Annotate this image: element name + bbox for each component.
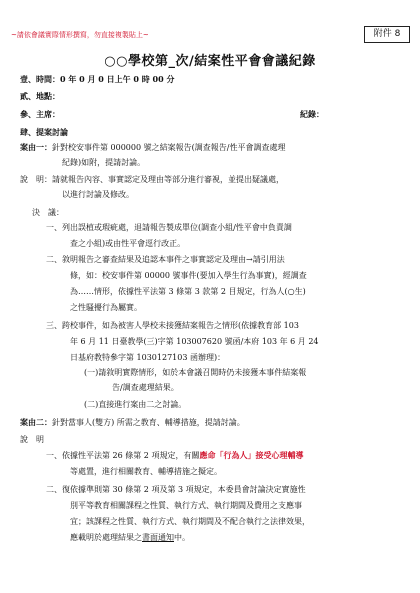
case2-line xyxy=(20,417,245,428)
case1-label: 案由一： xyxy=(20,142,52,152)
resolution-item-3: 三、跨校事件，如為被害人學校未接獲結案報告之情形(依據教育部 103 xyxy=(46,321,299,330)
meeting-chair: 參、主席： xyxy=(20,109,60,119)
r2c-text: 為……情形，依據性平法第 3 條第 3 款第 2 目規定，行為人( xyxy=(70,287,288,296)
resolution-item-2-cont-2 xyxy=(70,286,306,297)
r2c-circle: ○ xyxy=(287,287,295,296)
case1-desc-line2: 以進行討論及修改。 xyxy=(62,190,134,199)
case1-line1 xyxy=(20,142,285,153)
d1-highlight: 應命「行為人」接受心理輔導 xyxy=(199,450,304,460)
meeting-place: 貳、地點： xyxy=(20,91,60,101)
resolution-sub-1: (一)請敘明實際情形，如於本會議召開時仍未接獲本事件結案報 xyxy=(84,368,307,377)
case1-desc-line1 xyxy=(20,174,284,185)
case1-line2: 紀錄)如附，提請討論。 xyxy=(62,158,146,167)
case2-label: 案由二： xyxy=(20,417,52,427)
case2-desc-item-1 xyxy=(46,450,303,461)
resolution-item-1: 一、列出誤植或瑕疵處，退請報告製成單位(調查小組/性平會中負責調 xyxy=(46,223,292,232)
header-note: ~請依會議實際情形撰寫，勿直接複製貼上~ xyxy=(11,31,149,39)
resolution-item-2-cont-3: 之性騷擾行為屬實。 xyxy=(70,303,142,312)
case1-text: 針對校安事件第 000000 號之結案報告(調查報告/性平會調查處理 xyxy=(52,143,286,152)
case2-desc-item-2: 二、復依據準則第 30 條第 2 項及第 3 項規定，本委員會討論決定實施性 xyxy=(46,485,306,494)
meeting-recorder: 紀錄： xyxy=(300,109,324,119)
meeting-time: 壹、時間：0 年 0 月 0 日上午 0 時 00 分 xyxy=(20,74,175,84)
case2-desc-item-2-cont-1: 別平等教育相關課程之性質、執行方式、執行期間及費用之支應事 xyxy=(70,501,302,510)
case1-desc-text: 請就報告內容、事實認定及理由等部分進行審視，並提出疑議處， xyxy=(52,175,284,184)
d2d-underlined: 書面通知 xyxy=(142,533,174,542)
proposals-heading: 肆、提案討論 xyxy=(20,127,68,137)
case2-desc-item-2-cont-2: 宜；該課程之性質、執行方式、執行期間及不配合執行之法律效果， xyxy=(70,517,310,526)
resolution-sub-1-cont: 告/調查處理結果。 xyxy=(112,383,179,392)
d2d-tail: 中。 xyxy=(174,533,190,542)
resolution-item-2: 二、敘明報告之審查結果及追認本事件之事實認定及理由→請引用法 xyxy=(46,255,285,264)
r2c-tail: 生) xyxy=(294,287,306,296)
case1-desc-label: 說 明： xyxy=(20,175,52,184)
resolution-item-1-cont: 查之小組)或由性平會逕行改正。 xyxy=(70,239,186,248)
resolution-sub-2: (二)直接進行案由二之討論。 xyxy=(84,400,187,409)
d2d-text: 應載明於處理結果之 xyxy=(70,533,142,542)
case2-desc-item-1-cont: 等處置，進行相關教育、輔導措施之擬定。 xyxy=(70,467,222,476)
attachment-label: 附件 8 xyxy=(364,26,410,43)
resolution-item-2-cont-1: 條，如：校安事件第 00000 號事件(要加入學生行為事實)，經調查 xyxy=(70,271,307,280)
resolution-item-3-cont-2: 日基府教特參字第 1030127103 函辦理)： xyxy=(70,353,226,362)
case2-desc-item-2-cont-3 xyxy=(70,532,190,543)
case2-desc-label: 說 明 xyxy=(20,435,44,444)
d1-text: 一、依據性平法第 26 條第 2 項規定，有關 xyxy=(46,451,200,460)
case1-resolution-label: 決 議： xyxy=(32,208,64,217)
case2-text: 針對當事人(雙方) 所需之教育、輔導措施，提請討論。 xyxy=(52,418,245,427)
resolution-item-3-cont-1: 年 6 月 11 日臺教學(三)字第 103007620 號函/本府 103 年 6 月 24 xyxy=(70,337,319,346)
page-title: ○○學校第_次/結案性平會會議紀錄 xyxy=(104,54,316,69)
